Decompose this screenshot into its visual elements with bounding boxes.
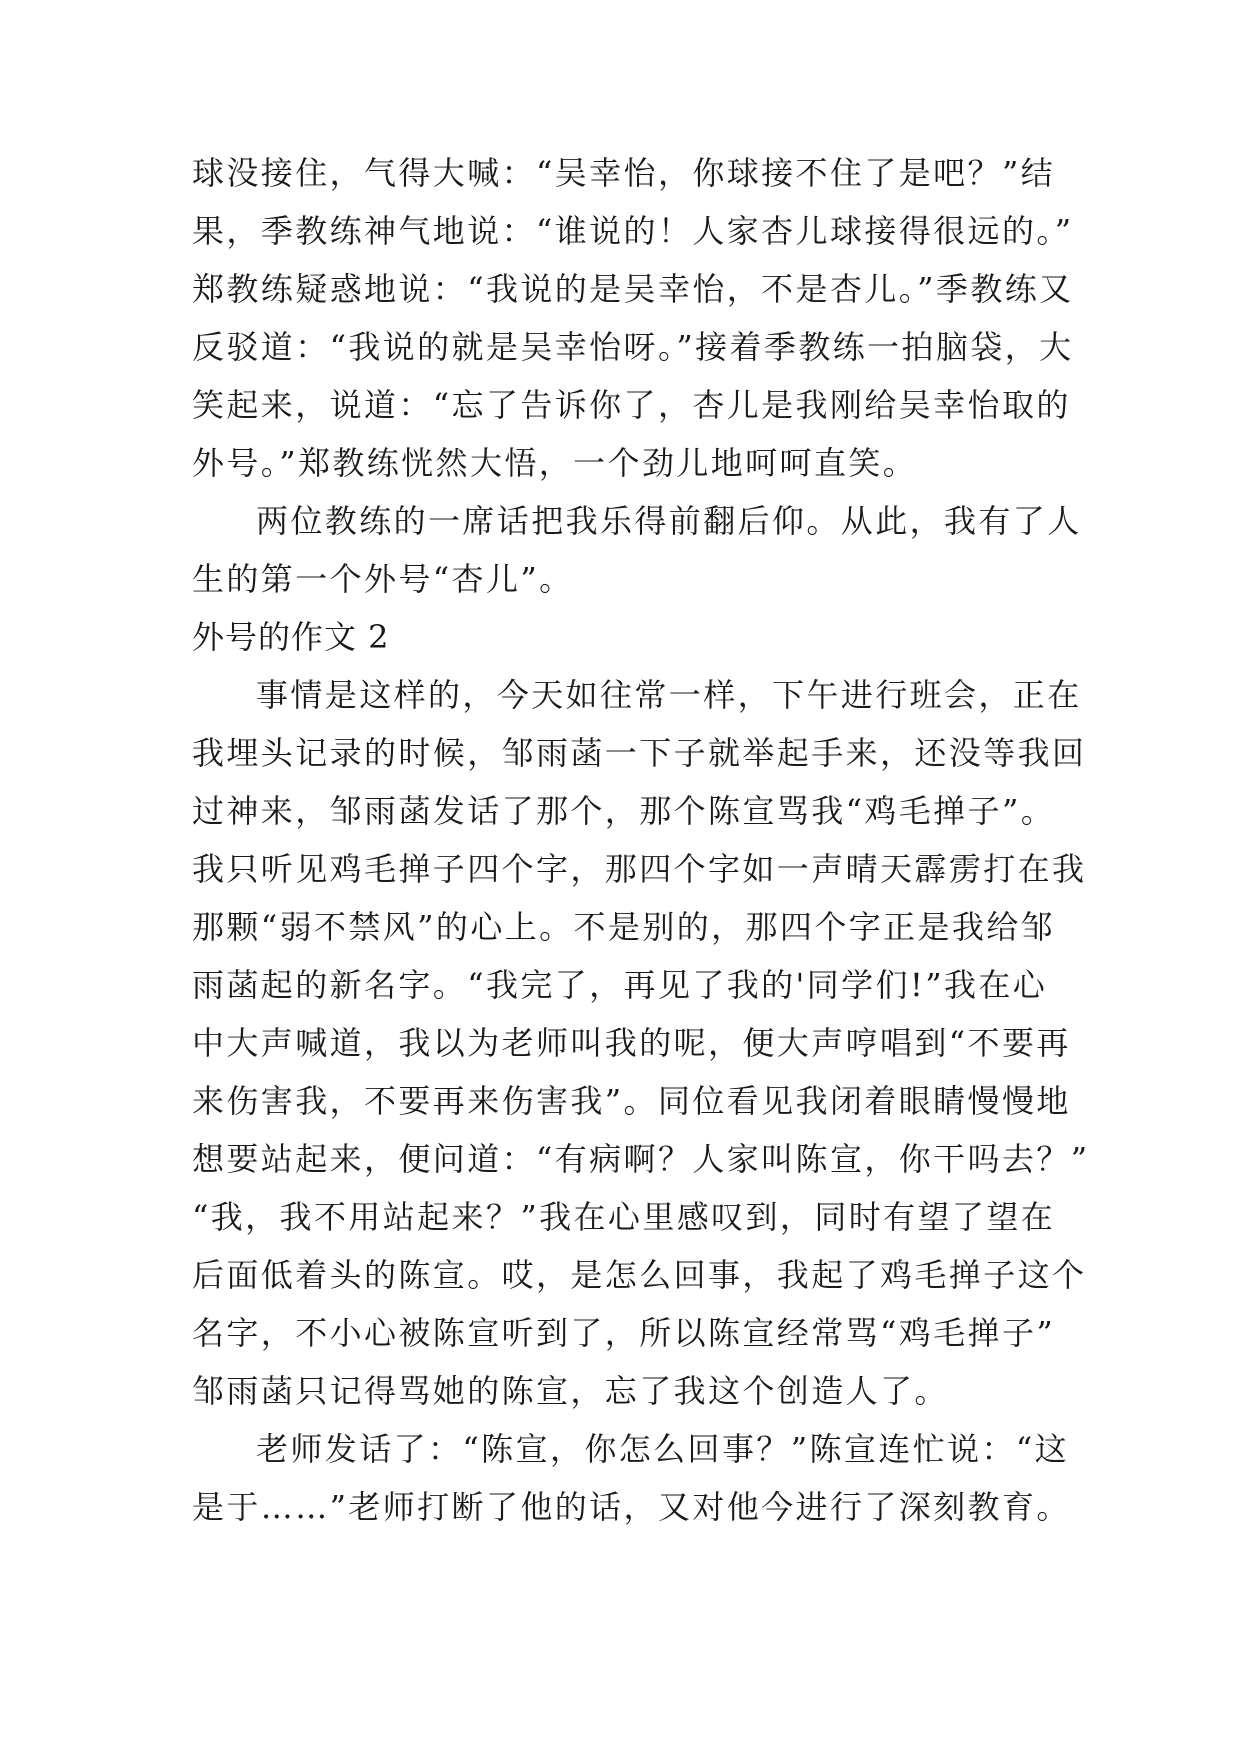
paragraph-first-line: 老师发话了：“陈宣，你怎么回事？”陈宣连忙说：“这: [256, 1430, 1070, 1468]
text-line: 邹雨菡只记得骂她的陈宣，忘了我这个创造人了。: [192, 1372, 949, 1410]
section-heading: 外号的作文 2: [192, 618, 390, 656]
text-line: 想要站起来，便问道：“有病啊？人家叫陈宣，你干吗去？”: [192, 1140, 1090, 1178]
text-line: 是于……”老师打断了他的话，又对他今进行了深刻教育。: [192, 1488, 1071, 1526]
text-line: 笑起来，说道：“忘了告诉你了，杏儿是我刚给吴幸怡取的: [192, 386, 1071, 424]
text-line: 生的第一个外号“杏儿”。: [192, 560, 574, 598]
text-line: 果，季教练神气地说：“谁说的！人家杏儿球接得很远的。”: [192, 212, 1074, 250]
text-line: 反驳道：“我说的就是吴幸怡呀。”接着季教练一拍脑袋，大: [192, 328, 1074, 366]
text-line: 来伤害我，不要再来伤害我”。同位看见我闭着眼睛慢慢地: [192, 1082, 1071, 1120]
paragraph-first-line: 两位教练的一席话把我乐得前翻后仰。从此，我有了人: [256, 502, 1082, 540]
text-line: 中大声喊道，我以为老师叫我的呢，便大声哼唱到“不要再: [192, 1024, 1071, 1062]
text-line: 那颗“弱不禁风”的心上。不是别的，那四个字正是我给邹: [192, 908, 1056, 946]
text-line: 外号。”郑教练恍然大悟，一个劲儿地呵呵直笑。: [192, 444, 918, 482]
paragraph-first-line: 事情是这样的，今天如往常一样，下午进行班会，正在: [256, 676, 1082, 714]
text-line: 过神来，邹雨菡发话了那个，那个陈宣骂我“鸡毛掸子”。: [192, 792, 1056, 830]
text-line: 后面低着头的陈宣。哎，是怎么回事，我起了鸡毛掸子这个: [192, 1256, 1087, 1294]
text-line: 我只听见鸡毛掸子四个字，那四个字如一声晴天霹雳打在我: [192, 850, 1087, 888]
text-line: 名字，不小心被陈宣听到了，所以陈宣经常骂“鸡毛掸子”: [192, 1314, 1056, 1352]
text-line: 郑教练疑惑地说：“我说的是吴幸怡，不是杏儿。”季教练又: [192, 270, 1074, 308]
text-line: “我，我不用站起来？”我在心里感叹到，同时有望了望在: [192, 1198, 1056, 1236]
text-line: 雨菡起的新名字。“我完了，再见了我的'同学们!”我在心: [192, 966, 1048, 1004]
text-line: 球没接住，气得大喊：“吴幸怡，你球接不住了是吧？”结: [192, 154, 1056, 192]
text-line: 我埋头记录的时候，邹雨菡一下子就举起手来，还没等我回: [192, 734, 1087, 772]
